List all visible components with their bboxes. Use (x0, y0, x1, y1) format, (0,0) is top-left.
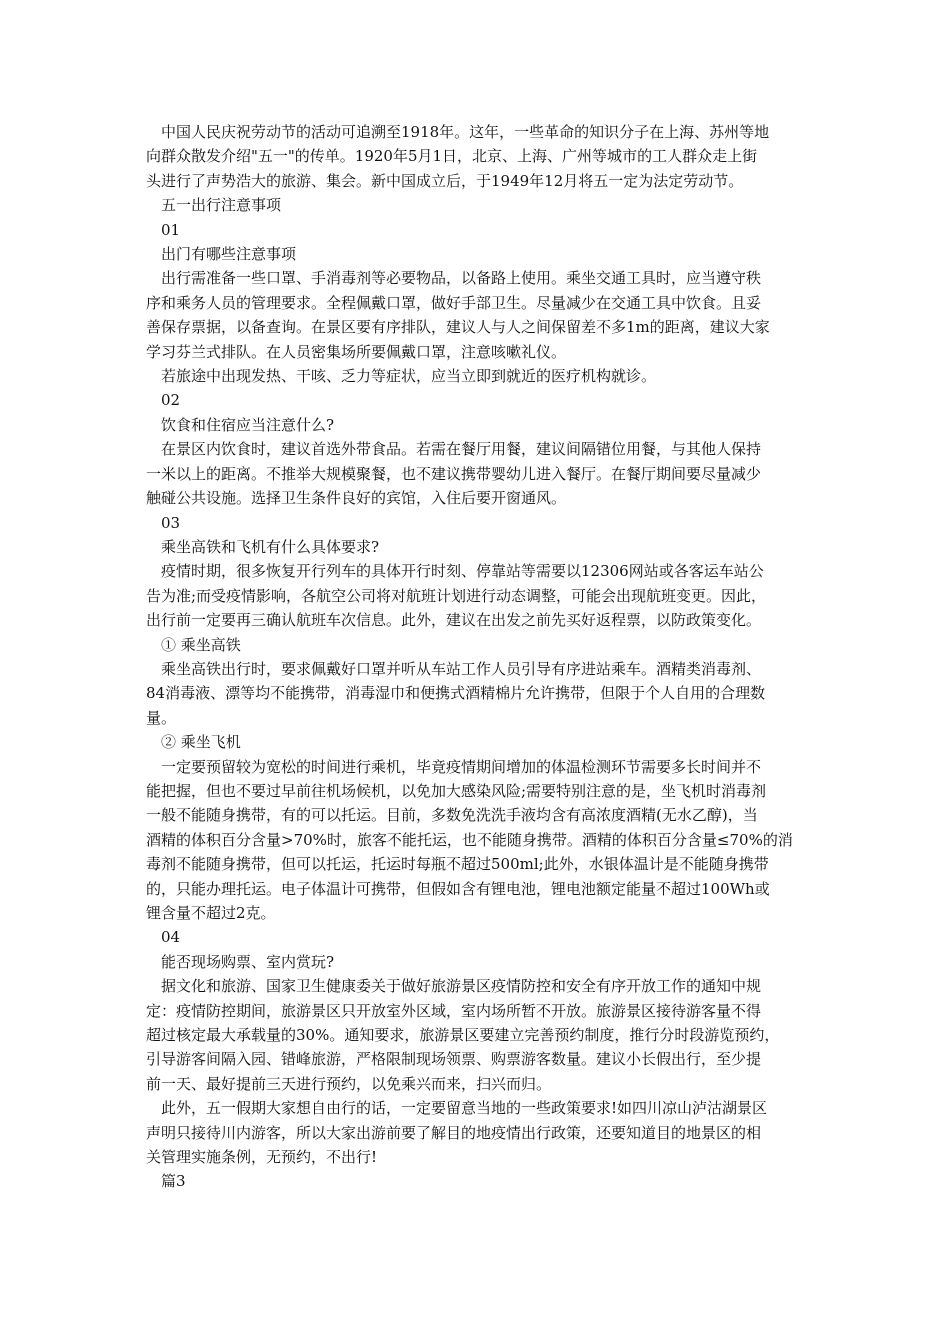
text-line: 引导游客间隔入园、错峰旅游，严格限制现场领票、购票游客数量。建议小长假出行，至少提 (146, 1050, 762, 1069)
text-line: 01 (161, 220, 181, 239)
text-line: 超过核定最大承载量的30%。通知要求，旅游景区要建立完善预约制度，推行分时段游览预约， (146, 1026, 780, 1045)
text-line: 触碰公共设施。选择卫生条件良好的宾馆，入住后要开窗通风。 (146, 489, 567, 508)
text-line: 头进行了声势浩大的旅游、集会。新中国成立后，于1949年12月将五一定为法定劳动节。 (146, 171, 744, 190)
text-line: 酒精的体积百分含量>70%时，旅客不能托运，也不能随身携带。酒精的体积百分含量≤70%的消 (146, 830, 793, 849)
text-line: 告为准;而受疫情影响，各航空公司将对航班计划进行动态调整，可能会出现航班变更。因此， (146, 586, 767, 605)
text-line: 此外，五一假期大家想自由行的话，一定要留意当地的一些政策要求!如四川凉山泸沽湖景区 (161, 1099, 768, 1118)
text-line: 量。 (146, 708, 177, 727)
text-line: 乘坐高铁出行时，要求佩戴好口罩并听从车站工作人员引导有序进站乘车。酒精类消毒剂、 (161, 659, 762, 678)
text-line: ② 乘坐飞机 (161, 733, 241, 752)
text-line: 序和乘务人员的管理要求。全程佩戴口罩，做好手部卫生。尽量减少在交通工具中饮食。且妥 (146, 293, 762, 312)
text-line: 毒剂不能随身携带，但可以托运，托运时每瓶不超过500ml;此外，水银体温计是不能随身携带 (146, 855, 769, 874)
text-line: 一般不能随身携带，有的可以托运。目前，多数免洗洗手液均含有高浓度酒精(无水乙醇)，当 (146, 806, 758, 825)
text-line: 乘坐高铁和飞机有什么具体要求? (161, 537, 380, 556)
text-line: 的，只能办理托运。电子体温计可携带，但假如含有锂电池，锂电池额定能量不超过100Wh或 (146, 879, 770, 898)
text-line: 善保存票据，以备查询。在景区要有序排队，建议人与人之间保留差不多1m的距离，建议大家 (146, 318, 770, 337)
text-line: 一米以上的距离。不推举大规模聚餐，也不建议携带婴幼儿进入餐厅。在餐厅期间要尽量减少 (146, 464, 762, 483)
text-line: 疫情时期，很多恢复开行列车的具体开行时刻、停靠站等需要以12306网站或各客运车站公 (161, 562, 764, 581)
text-line: 出行需准备一些口罩、手消毒剂等必要物品，以备路上使用。乘坐交通工具时，应当遵守秩 (161, 269, 762, 288)
text-line: 向群众散发介绍"五一"的传单。1920年5月1日，北京、上海、广州等城市的工人群众走上街 (146, 147, 758, 166)
text-line: 在景区内饮食时，建议首选外带食品。若需在餐厅用餐，建议间隔错位用餐，与其他人保持 (161, 440, 762, 459)
text-line: 学习芬兰式排队。在人员密集场所要佩戴口罩，注意咳嗽礼仪。 (146, 342, 567, 361)
text-line: 出行前一定要再三确认航班车次信息。此外，建议在出发之前先买好返程票，以防政策变化。 (146, 611, 762, 630)
text-line: 02 (161, 391, 181, 410)
text-line: 关管理实施条例，无预约，不出行! (146, 1148, 378, 1167)
text-line: 前一天、最好提前三天进行预约，以免乘兴而来，扫兴而归。 (146, 1074, 552, 1093)
text-line: 能把握，但也不要过早前往机场候机，以免加大感染风险;需要特别注意的是，坐飞机时消毒剂 (146, 781, 767, 800)
text-line: 中国人民庆祝劳动节的活动可追溯至1918年。这年，一些革命的知识分子在上海、苏州等地 (161, 123, 770, 141)
text-line: 出门有哪些注意事项 (161, 245, 297, 264)
text-line: 定：疫情防控期间，旅游景区只开放室外区域，室内场所暂不开放。旅游景区接待游客量不得 (146, 1001, 762, 1020)
text-line: 04 (161, 928, 181, 947)
text-line: 据文化和旅游、国家卫生健康委关于做好旅游景区疫情防控和安全有序开放工作的通知中规 (161, 977, 762, 996)
text-line: 一定要预留较为宽松的时间进行乘机，毕竟疫情期间增加的体温检测环节需要多长时间并不 (161, 757, 762, 776)
text-line: 声明只接待川内游客，所以大家出游前要了解目的地疫情出行政策，还要知道目的地景区的相 (146, 1123, 762, 1142)
text-line: 03 (161, 513, 181, 532)
text-line: 能否现场购票、室内赏玩? (161, 952, 335, 971)
text-line: 饮食和住宿应当注意什么? (161, 415, 335, 434)
text-line: 篇3 (161, 1172, 186, 1191)
text-line: 84消毒液、漂等均不能携带，消毒湿巾和便携式酒精棉片允许携带，但限于个人自用的合理数 (146, 684, 766, 703)
text-line: 若旅途中出现发热、干咳、乏力等症状，应当立即到就近的医疗机构就诊。 (161, 367, 657, 386)
text-line: ① 乘坐高铁 (161, 635, 241, 654)
text-line: 五一出行注意事项 (161, 196, 282, 215)
document-body (146, 120, 811, 1194)
text-line: 锂含量不超过2克。 (146, 904, 276, 922)
